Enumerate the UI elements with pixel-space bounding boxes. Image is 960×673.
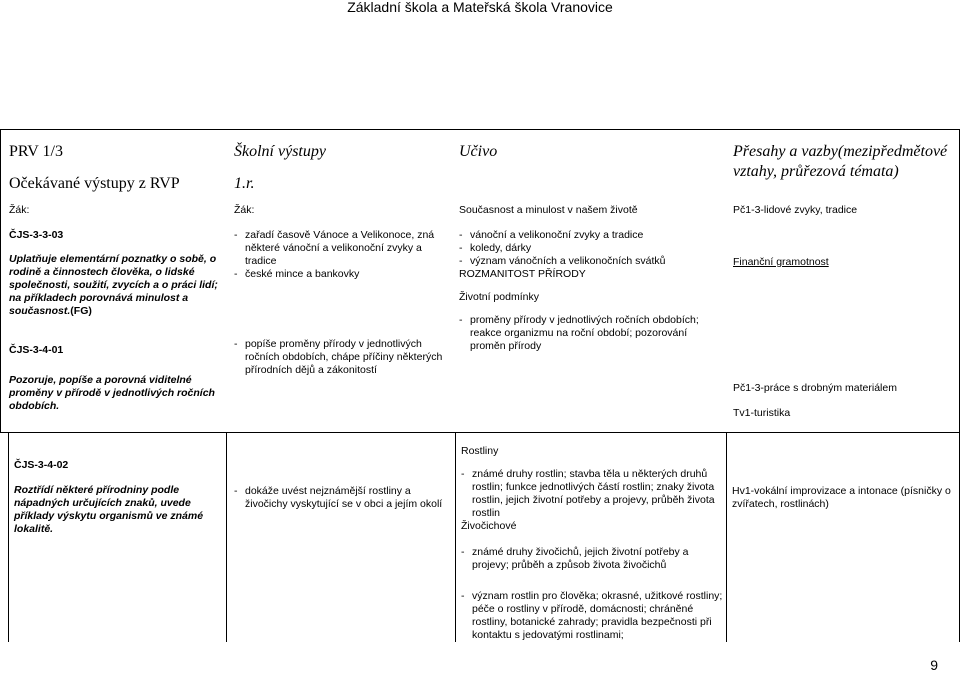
cross-hv-improvisation: Hv1-vokální improvizace a intonace (písničky o zvířatech, rostlinách) xyxy=(732,485,951,510)
content-heading-rozmanitost: ROZMANITOST PŘÍRODY xyxy=(459,268,586,280)
page-number: 9 xyxy=(930,657,938,673)
cross-pc-material: Pč1-3-práce s drobným materiálem xyxy=(733,382,897,394)
output-item: - dokáže uvést nejznámější rostliny a živočichy vyskytující se v obci a jejím okolí xyxy=(234,485,450,511)
table2-col1-border xyxy=(226,432,227,642)
content-1 xyxy=(459,229,721,353)
col2-title: Školní výstupy xyxy=(234,143,326,160)
content-item: - proměny přírody v jednotlivých ročních obdobích; reakce organizmu na roční období; pozorování proměn přírody xyxy=(459,314,721,353)
school-outputs-1 xyxy=(234,229,449,377)
outcome-text-2: Pozoruje, popíše a porovná viditelné proměny v přírodě v jednotlivých ročních obdobích. xyxy=(9,374,215,412)
outputs-list-c xyxy=(234,485,450,511)
content-heading-rostliny: Rostliny xyxy=(461,445,499,457)
col3-header: Učivo xyxy=(459,143,498,160)
content-list-d xyxy=(461,546,723,572)
outputs-list-b xyxy=(234,338,449,377)
code-cjs-3-3-03: ČJS-3-3-03 xyxy=(9,229,64,241)
col1-title: PRV 1/3 xyxy=(9,143,63,160)
c2-zak: Žák: xyxy=(234,204,255,216)
col4-header: Přesahy a vazby(mezipředmětové vztahy, průřezová témata) xyxy=(733,143,948,180)
table2-top-border xyxy=(0,432,960,433)
code-cjs-3-4-02: ČJS-3-4-02 xyxy=(14,459,69,471)
cross-tv-tourism: Tv1-turistika xyxy=(733,407,791,419)
col1-header xyxy=(9,142,180,194)
output-item: - zařadí časově Vánoce a Velikonoce, zná některé vánoční a velikonoční zvyky a tradice xyxy=(234,229,449,268)
c1-zak: Žák: xyxy=(9,204,30,216)
content-item: - význam rostlin pro člověka; okrasné, užitkové rostliny; péče o rostliny v přírodě, domácnosti; chráněné rostliny, botanické zahrady; pravidla bezpečnosti při kontaktu s jedovatými rostlinami; xyxy=(461,590,723,642)
table2-col2-border xyxy=(455,432,456,642)
col2-header xyxy=(234,142,326,194)
outcome-text-3: Roztřídí některé přírodniny podle nápadných určujících znaků, uvede příklady výskytu organismů ve známé lokalitě. xyxy=(14,484,204,535)
content-list-a xyxy=(459,229,721,268)
table2-col3-border xyxy=(726,432,727,642)
content-list-e xyxy=(461,590,723,642)
school-outputs-2 xyxy=(234,485,450,511)
content-heading-zivocichove: Živočichové xyxy=(461,520,517,532)
content-heading-zivotni: Životní podmínky xyxy=(459,291,539,303)
table-top-border xyxy=(0,129,960,130)
content-item: - vánoční a velikonoční zvyky a tradice xyxy=(459,229,721,242)
outputs-list-a xyxy=(234,229,449,281)
expected-outcomes-2 xyxy=(14,459,222,536)
school-header: Základní škola a Mateřská škola Vranovice xyxy=(347,0,613,15)
cross-financial-literacy: Finanční gramotnost xyxy=(733,256,829,268)
c3-topic: Současnost a minulost v našem životě xyxy=(459,204,638,216)
c4-crosslink: Pč1-3-lidové zvyky, tradice xyxy=(733,204,858,216)
content-2 xyxy=(461,445,723,642)
content-list-b xyxy=(459,314,721,353)
output-item: - popíše proměny přírody v jednotlivých ročních obdobích, chápe příčiny některých přírodních dějů a zákonitostí xyxy=(234,338,449,377)
code-cjs-3-4-01: ČJS-3-4-01 xyxy=(9,344,64,356)
content-item: - známé druhy živočichů, jejich životní potřeby a projevy; průběh a způsob života živočichů xyxy=(461,546,723,572)
table2-left-border xyxy=(8,432,9,642)
output-item: - české mince a bankovky xyxy=(234,268,449,281)
content-item: - známé druhy rostlin; stavba těla u některých druhů rostlin; funkce jednotlivých částí rostlin; znaky života rostlin, jejich životní potřeby a projevy, průběh života rostlin xyxy=(461,468,723,520)
content-list-c xyxy=(461,468,723,520)
table-left-border xyxy=(0,129,1,432)
col1-subtitle: Očekávané výstupy z RVP xyxy=(9,175,180,192)
expected-outcomes-1 xyxy=(9,229,224,413)
content-item: - koledy, dárky xyxy=(459,242,721,255)
content-item: - význam vánočních a velikonočních svátků xyxy=(459,255,721,268)
col2-subtitle: 1.r. xyxy=(234,175,255,192)
outcome-text-1: Uplatňuje elementární poznatky o sobě, o rodině a činnostech člověka, o lidské společnosti, soužití, zvycích a o práci lidí; na příkladech porovnává minulost a současnost.(FG) xyxy=(9,253,218,317)
